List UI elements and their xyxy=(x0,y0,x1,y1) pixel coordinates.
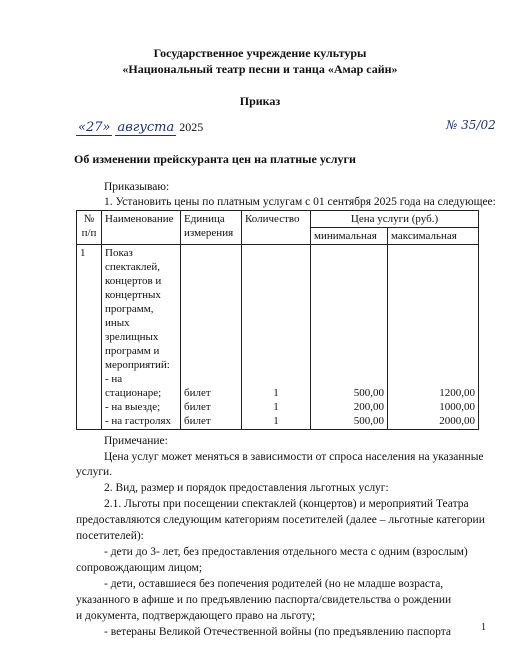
category-2-line1: - дети, оставшиеся без попечения родителей (но не младше возраста, xyxy=(104,578,444,590)
order-subject: Об изменении прейскуранта цен на платные услуги xyxy=(74,152,356,166)
order-word: Приказываю: xyxy=(104,181,170,193)
date-year: 2025 xyxy=(179,120,204,134)
header-min: минимальная xyxy=(311,228,388,245)
document-title: Приказ xyxy=(239,94,281,108)
unit-column: билет билет билет xyxy=(181,245,242,430)
header-num: № п/п xyxy=(77,211,102,245)
table-header-row xyxy=(77,211,479,228)
service-name: Показ спектаклей, концертов и концертных программ, иных зрелищных программ и мероприятий: - на стационаре; - на выезде; - на гастролях xyxy=(102,245,181,430)
header-price: Цена услуги (руб.) xyxy=(311,211,479,228)
note-text-2: услуги. xyxy=(76,466,113,478)
item-1-text: 1. Установить цены по платным услугам с 01 сентября 2025 года на следующее: xyxy=(104,196,496,208)
category-1-line1: - дети до 3- лет, без предоставления отдельного места с одним (взрослым) xyxy=(104,546,468,558)
header-name: Наименование xyxy=(102,211,181,245)
item-2-text: 2. Вид, размер и порядок предоставления льготных услуг: xyxy=(104,482,389,494)
category-3-line1: - ветераны Великой Отечественной войны (по предъявлению паспорта xyxy=(104,626,451,638)
page-number: 1 xyxy=(481,622,486,633)
min-price-column: 500,00 200,00 500,00 xyxy=(311,245,388,430)
price-table xyxy=(76,210,479,430)
table-row xyxy=(77,245,479,430)
note-label: Примечание: xyxy=(104,435,168,447)
category-1-line2: сопровождающим лицом; xyxy=(76,562,203,574)
qty-column: 1 1 1 xyxy=(242,245,311,430)
org-name-line2: «Национальный театр песни и танца «Амар сайн» xyxy=(122,62,398,76)
date-month: августа xyxy=(117,120,175,135)
category-2-line2: указанного в афише и по предъявлению паспорта/свидетельства о рождении xyxy=(76,594,452,606)
category-2-line3: и документа, подтверждающего право на льготу; xyxy=(76,610,316,622)
header-max: максимальная xyxy=(388,228,479,245)
order-date xyxy=(76,120,203,135)
item-2-1-line3: посетителей): xyxy=(76,530,144,542)
row-number: 1 xyxy=(77,245,102,430)
order-number: № 35/02 xyxy=(446,118,496,132)
header-unit: Единица измерения xyxy=(181,211,242,245)
item-2-1-line2: предоставляются следующим категориям посетителей (далее – льготные категории xyxy=(76,514,485,526)
org-name-line1: Государственное учреждение культуры xyxy=(153,46,367,60)
item-2-1-line1: 2.1. Льготы при посещении спектаклей (концертов) и мероприятий Театра xyxy=(104,498,469,510)
note-text-1: Цена услуг может меняться в зависимости от спроса населения на указанные xyxy=(104,451,484,463)
max-price-column: 1200,00 1000,00 2000,00 xyxy=(388,245,479,430)
header-qty: Количество xyxy=(242,211,311,245)
date-day: «27» xyxy=(78,120,111,135)
